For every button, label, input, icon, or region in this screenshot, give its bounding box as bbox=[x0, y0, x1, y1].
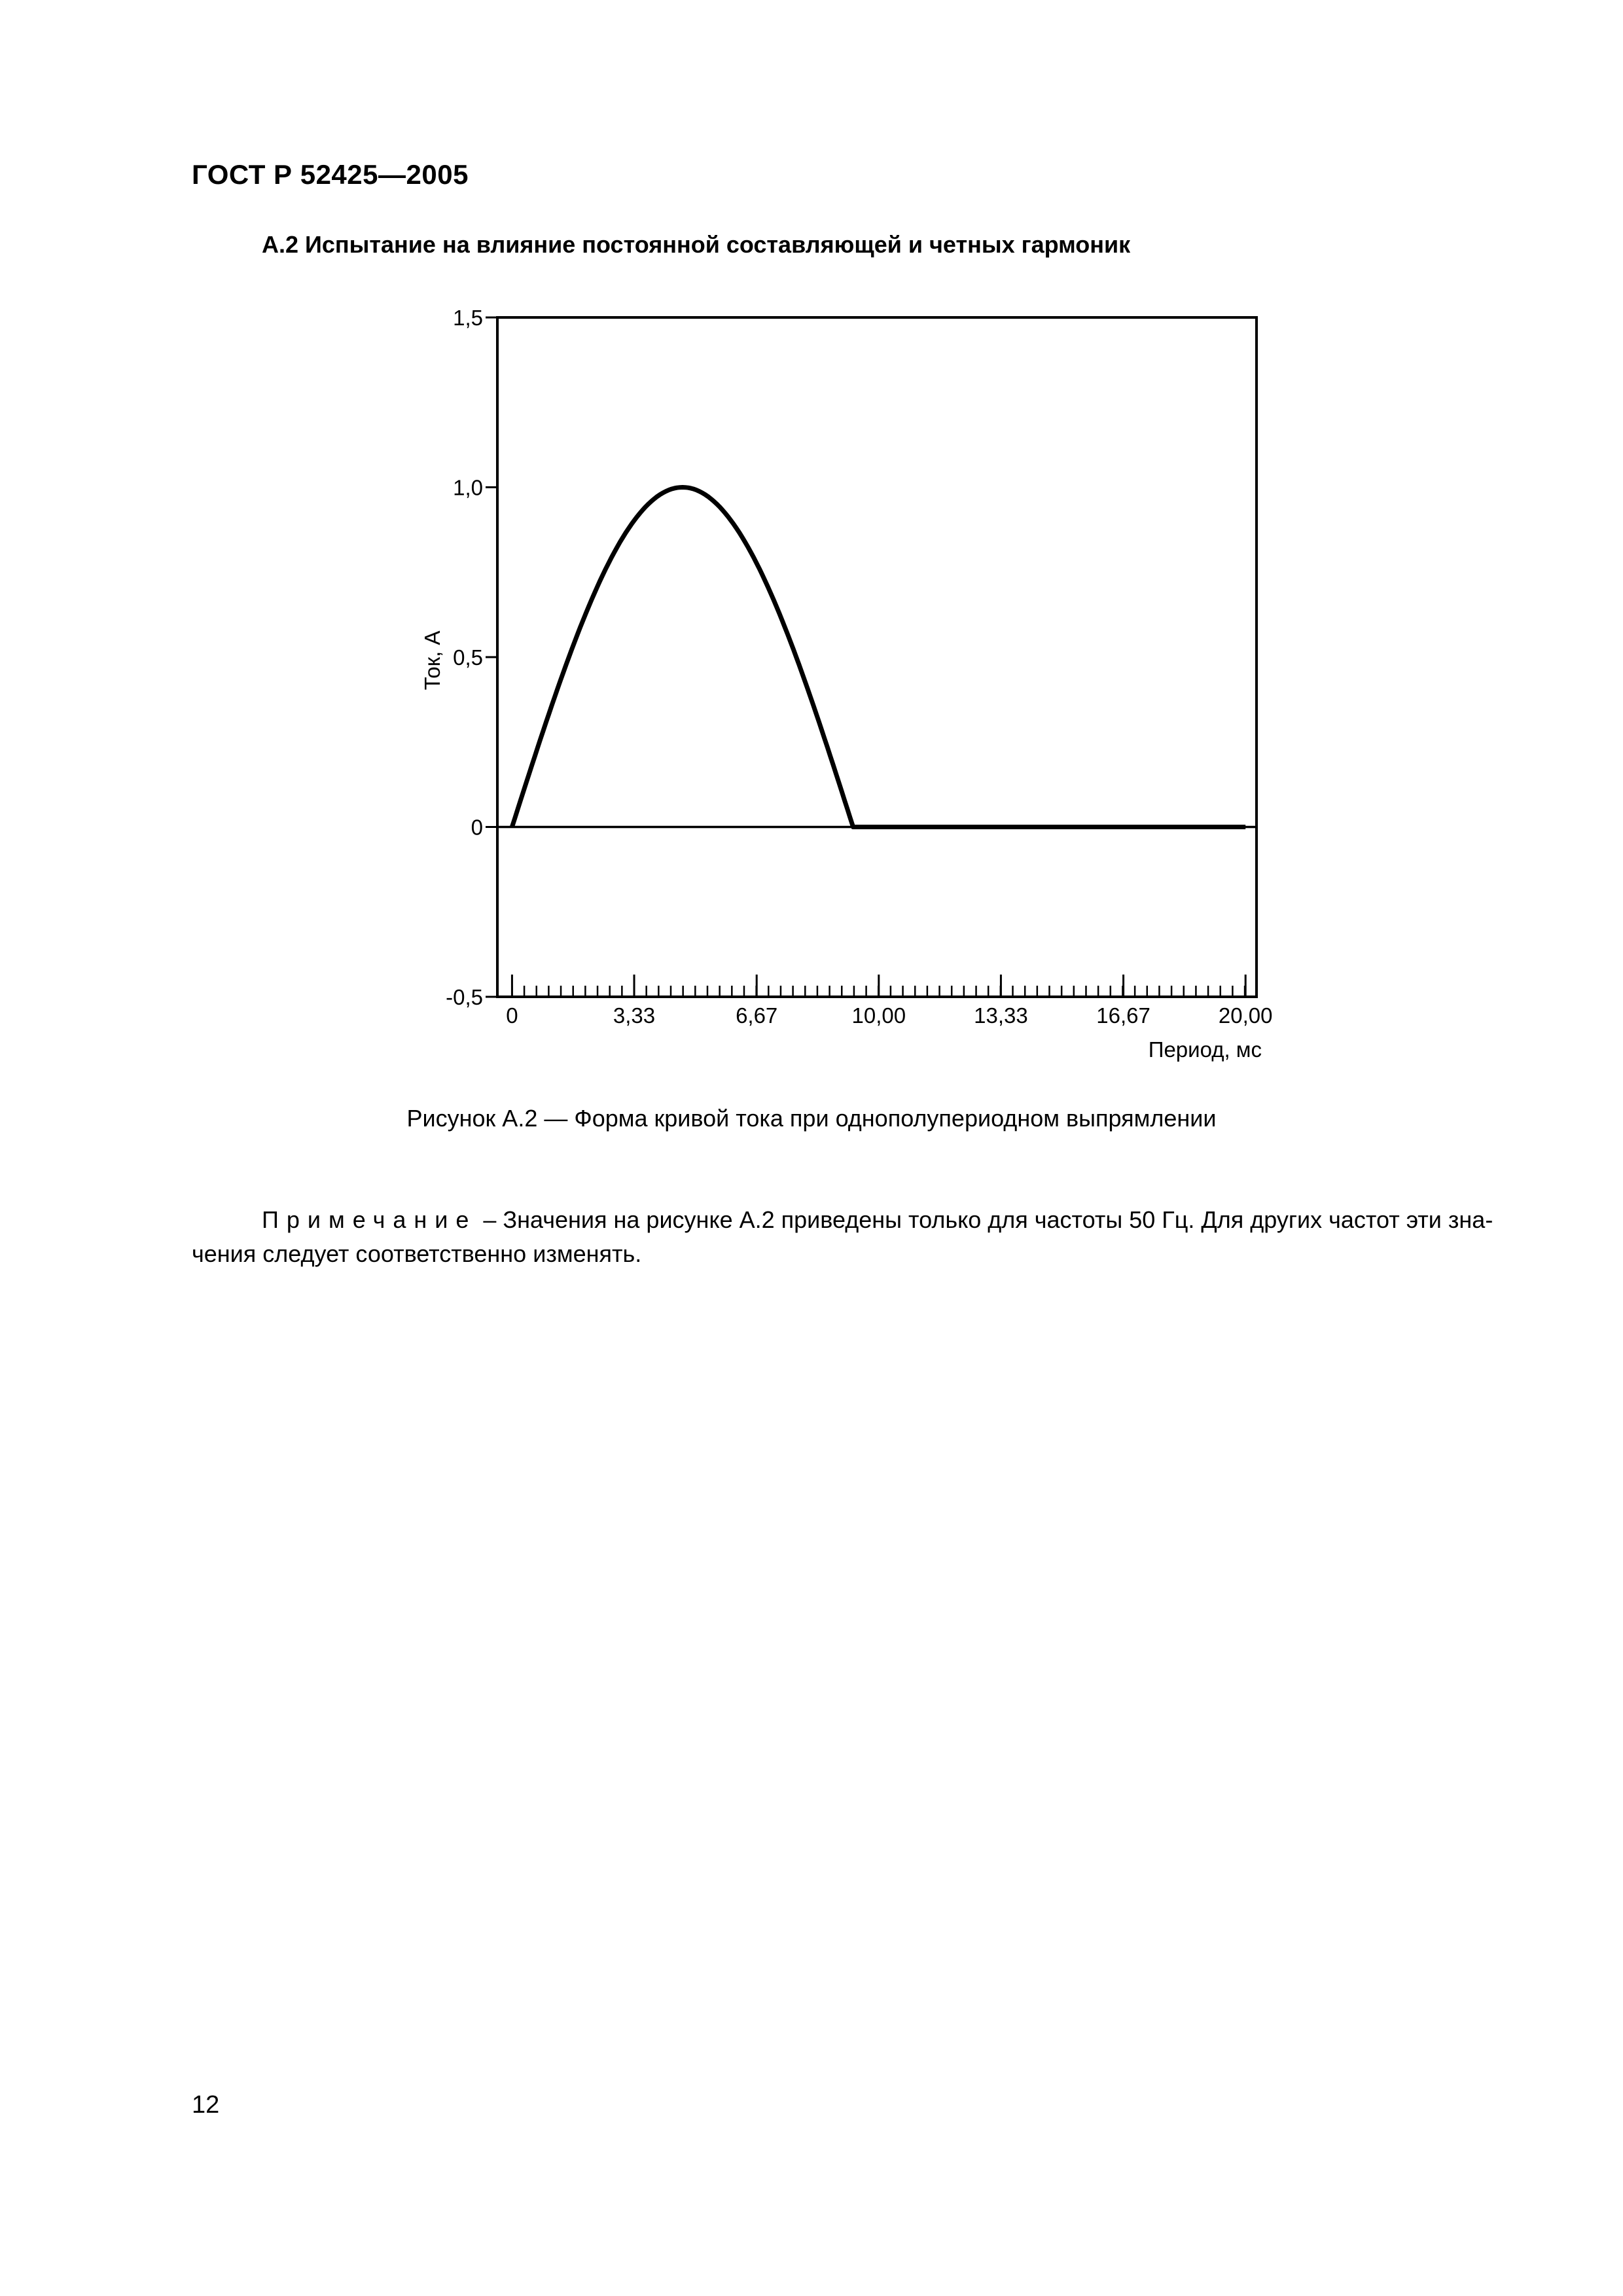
y-tick-label: 1,0 bbox=[453, 475, 483, 500]
x-tick-label: 16,67 bbox=[1096, 1003, 1150, 1028]
note-text-1: Значения на рисунке А.2 приведены только для частоты 50 Гц. Для других частот эти зна- bbox=[503, 1206, 1493, 1233]
document-header: ГОСТ Р 52425—2005 bbox=[192, 159, 469, 190]
current-curve bbox=[512, 488, 1245, 827]
section-title: А.2 Испытание на влияние постоянной составляющей и четных гармоник bbox=[262, 231, 1131, 258]
y-tick-label: 0,5 bbox=[453, 645, 483, 670]
x-tick-label: 20,00 bbox=[1218, 1003, 1273, 1028]
x-tick-label: 0 bbox=[506, 1003, 518, 1028]
plot-frame bbox=[497, 317, 1257, 997]
y-tick-label: 1,5 bbox=[453, 306, 483, 330]
y-tick-label: 0 bbox=[471, 815, 483, 840]
page-number: 12 bbox=[192, 2091, 220, 2119]
note-line-2: чения следует соответственно изменять. bbox=[192, 1240, 642, 1267]
current-waveform-chart bbox=[0, 0, 1623, 1100]
note-dash: – bbox=[476, 1206, 503, 1233]
x-tick-label: 3,33 bbox=[613, 1003, 656, 1028]
x-tick-label: 10,00 bbox=[851, 1003, 906, 1028]
x-axis-label: Период, мс bbox=[1148, 1037, 1262, 1062]
note bbox=[192, 1203, 1527, 1271]
y-tick-label: -0,5 bbox=[446, 985, 483, 1009]
note-line-1 bbox=[192, 1203, 1527, 1237]
note-label: Примечание bbox=[262, 1206, 477, 1233]
y-axis-label: Ток, А bbox=[420, 630, 444, 691]
figure-caption: Рисунок А.2 — Форма кривой тока при однополупериодном выпрямлении bbox=[406, 1105, 1217, 1132]
x-tick-label: 6,67 bbox=[736, 1003, 778, 1028]
x-tick-label: 13,33 bbox=[974, 1003, 1028, 1028]
